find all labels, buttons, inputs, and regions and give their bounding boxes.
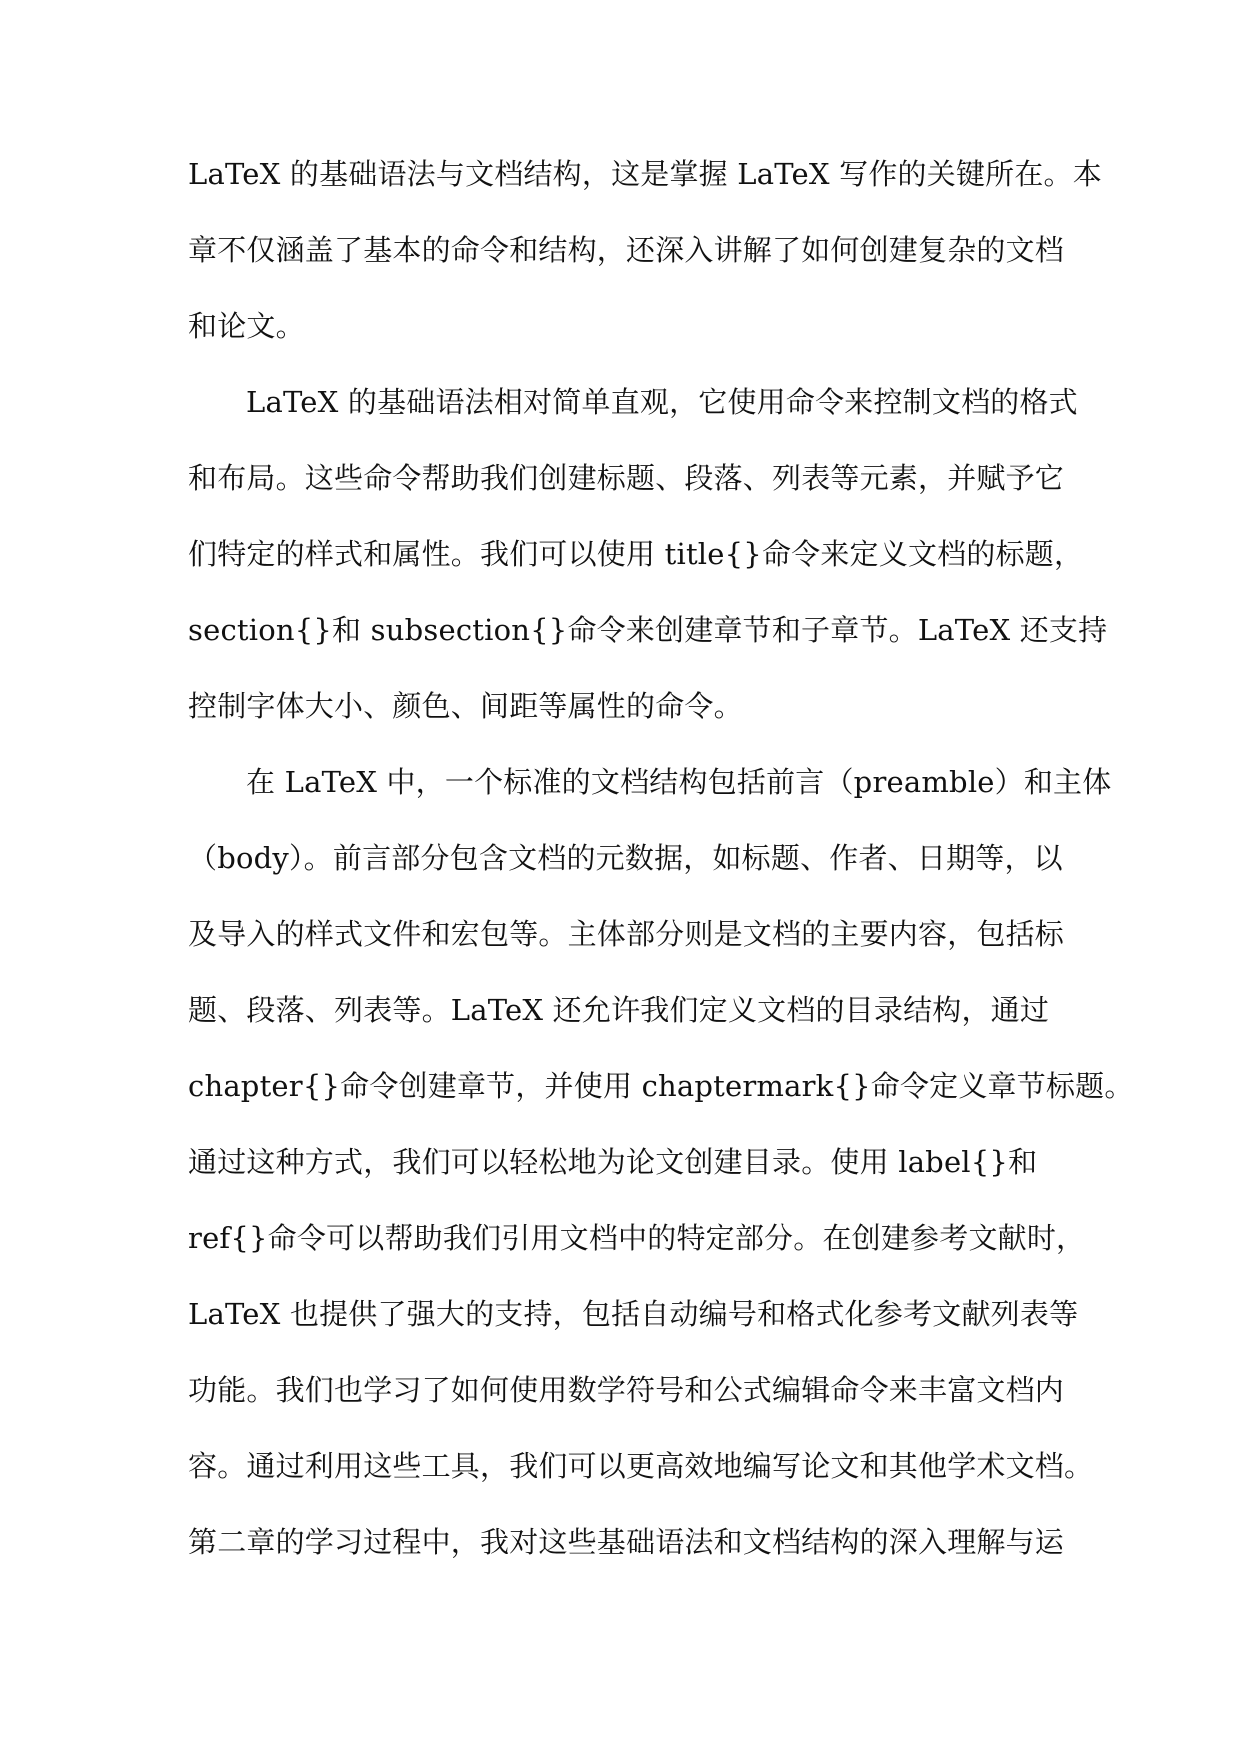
text-line: 控制字体大小、颜色、间距等属性的命令。 (188, 689, 743, 723)
text-line: 和论文。 (188, 309, 305, 343)
text-line: 及导入的样式文件和宏包等。主体部分则是文档的主要内容，包括标 (188, 917, 1065, 951)
text-line: 通过这种方式，我们可以轻松地为论文创建目录。使用 label{}和 (188, 1145, 1038, 1179)
text-line: （body）。前言部分包含文档的元数据，如标题、作者、日期等，以 (188, 841, 1063, 875)
text-line: 章不仅涵盖了基本的命令和结构，还深入讲解了如何创建复杂的文档 (188, 233, 1065, 267)
text-line: LaTeX 的基础语法相对简单直观，它使用命令来控制文档的格式 (246, 385, 1078, 419)
text-line: chapter{}命令创建章节，并使用 chaptermark{}命令定义章节标题。 (188, 1069, 1134, 1103)
body-text (188, 136, 1134, 1580)
text-line: 容。通过利用这些工具，我们可以更高效地编写论文和其他学术文档。 (188, 1449, 1094, 1483)
text-line: 题、段落、列表等。LaTeX 还允许我们定义文档的目录结构，通过 (188, 993, 1050, 1027)
text-line: section{}和 subsection{}命令来创建章节和子章节。LaTeX 还支持 (188, 613, 1108, 647)
text-line: 第二章的学习过程中，我对这些基础语法和文档结构的深入理解与运 (188, 1525, 1065, 1559)
text-line: LaTeX 的基础语法与文档结构，这是掌握 LaTeX 写作的关键所在。本 (188, 157, 1102, 191)
text-line: 在 LaTeX 中，一个标准的文档结构包括前言（preamble）和主体 (246, 765, 1112, 799)
text-line: ref{}命令可以帮助我们引用文档中的特定部分。在创建参考文献时， (188, 1221, 1086, 1255)
text-line: 功能。我们也学习了如何使用数学符号和公式编辑命令来丰富文档内 (188, 1373, 1065, 1407)
text-line: LaTeX 也提供了强大的支持，包括自动编号和格式化参考文献列表等 (188, 1297, 1079, 1331)
text-line: 和布局。这些命令帮助我们创建标题、段落、列表等元素，并赋予它 (188, 461, 1065, 495)
text-line: 们特定的样式和属性。我们可以使用 title{}命令来定义文档的标题， (188, 537, 1084, 571)
